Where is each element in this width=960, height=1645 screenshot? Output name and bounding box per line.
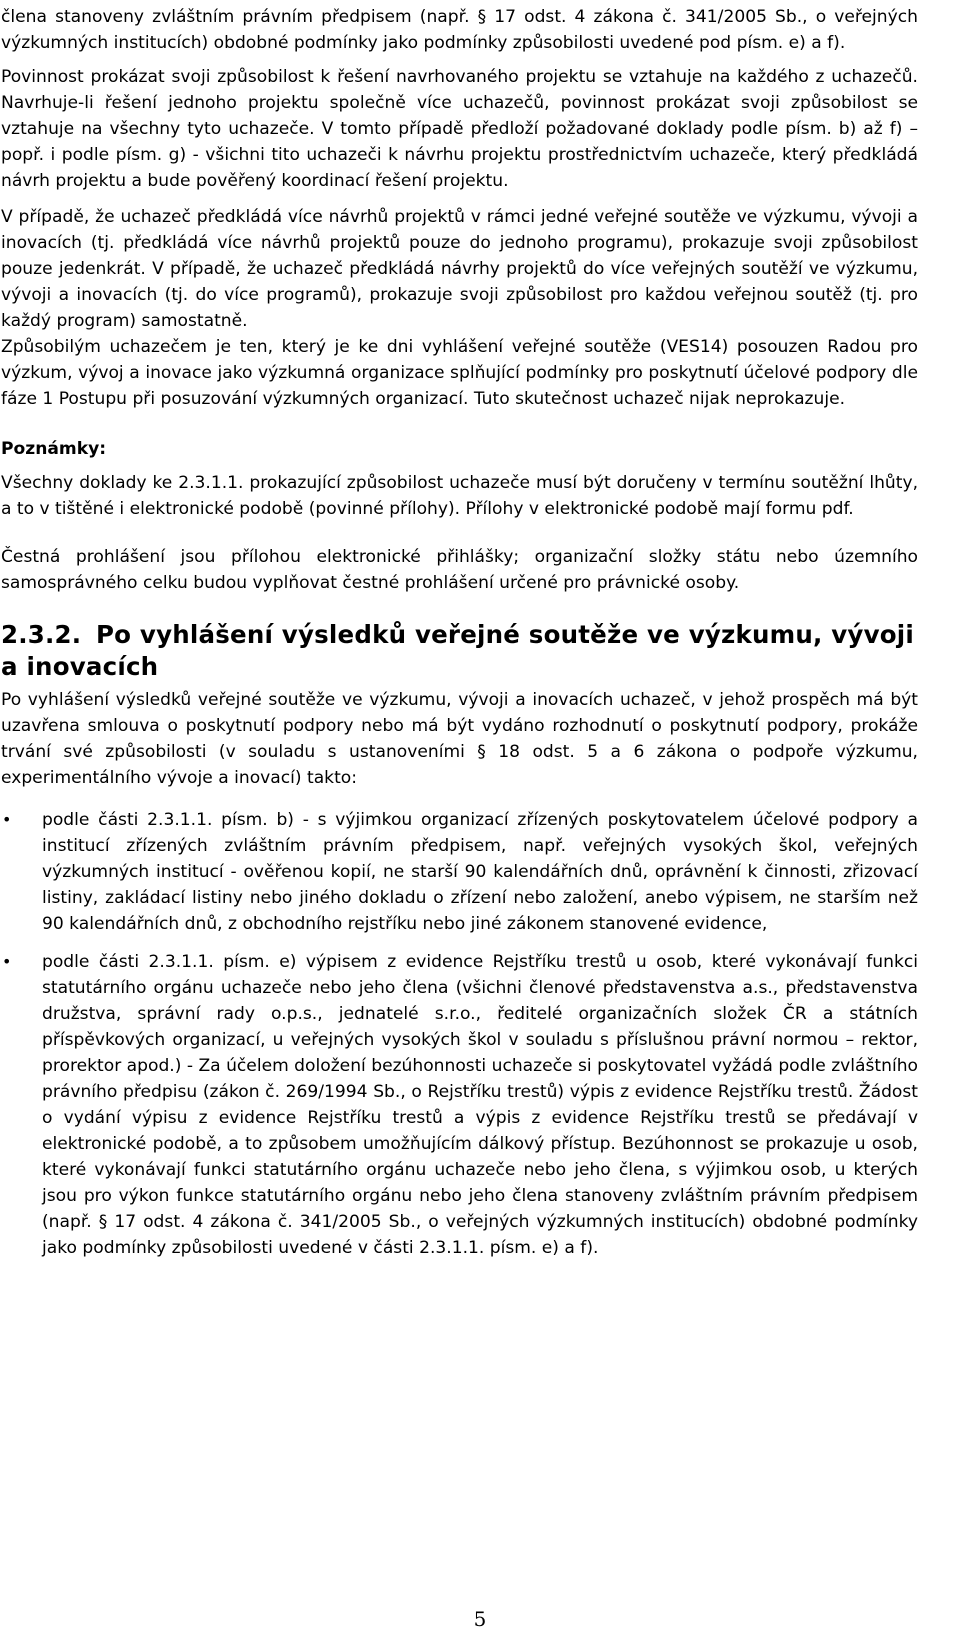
paragraph-multiple-proposals: V případě, že uchazeč předkládá více návrhů projektů v rámci jedné veřejné soutěže ve výzkumu, vývoji a inovacích (tj. předkládá více návrhů projektů pouze do jednoho programu), prokazuje svoji způsobilost pouze jedenkrát. V případě, že uchazeč předkládá návrhy projektů do více veřejných soutěží ve výzkumu, vývoji a inovacích (tj. do více programů), prokazuje svoji způsobilost pro každou veřejnou soutěž (tj. pro každý program) samostatně.: [1, 207, 918, 331]
list-item-text: podle části 2.3.1.1. písm. e) výpisem z evidence Rejstříku trestů u osob, které vykonávají funkci statutárního orgánu uchazeče nebo jeho člena (všichni členové představenstva a.s., představenstva družstva, správní rady o.p.s., jednatelé s.r.o., ředitelé organizačních složek ČR a státních příspěvkových organizací, u veřejných vysokých škol v souladu s příslušnou právní normou – rektor, prorektor apod.) - Za účelem doložení bezúhonnosti uchazeče si poskytovatel vyžádá podle zvláštního právního předpisu (zákon č. 269/1994 Sb., o Rejstříku trestů) výpis z evidence Rejstříku trestů. Žádost o vydání výpisu z evidence Rejstříku trestů a výpis z evidence Rejstříku trestů se předávají v elektronické podobě, a to způsobem umožňujícím dálkový přístup. Bezúhonnost se prokazuje u osob, které vykonávají funkci statutárního orgánu uchazeče nebo jeho člena, s výjimkou osob, u kterých jsou pro výkon funkce statutárního orgánu nebo jeho člena stanoveny zvláštním právním předpisem (např. § 17 odst. 4 zákona č. 341/2005 Sb., o veřejných výzkumných institucích) obdobné podmínky jako podmínky způsobilosti uvedené v části 2.3.1.1. písm. e) a f).: [42, 952, 918, 1258]
section-title: Po vyhlášení výsledků veřejné soutěže ve výzkumu, vývoji a inovacích: [1, 620, 915, 681]
paragraph-eligible-applicant: Způsobilým uchazečem je ten, který je ke dni vyhlášení veřejné soutěže (VES14) posouzen Radou pro výzkum, vývoj a inovace jako výzkumná organizace splňující podmínky pro poskytnutí účelové podpory dle fáze 1 Postupu při posuzování výzkumných organizací. Tuto skutečnost uchazeč nijak neprokazuje.: [1, 337, 918, 409]
paragraph-obligation: Povinnost prokázat svoji způsobilost k řešení navrhovaného projektu se vztahuje na každého z uchazečů. Navrhuje-li řešení jednoho projektu společně více uchazečů, povinnost prokázat svoji způsobilost se vztahuje na všechny tyto uchazeče. V tomto případě předloží požadované doklady podle písm. b) až f) – popř. i podle písm. g) - všichni tito uchazeči k návrhu projektu prostřednictvím uchazeče, který předkládá návrh projektu a bude pověřený koordinací řešení projektu.: [1, 67, 918, 191]
section-heading: [1, 619, 918, 683]
note-documents: Všechny doklady ke 2.3.1.1. prokazující způsobilost uchazeče musí být doručeny v termínu soutěžní lhůty, a to v tištěné i elektronické podobě (povinné přílohy). Přílohy v elektronické podobě mají formu pdf.: [1, 473, 918, 519]
section-intro: Po vyhlášení výsledků veřejné soutěže ve výzkumu, vývoji a inovacích uchazeč, v jehož prospěch má být uzavřena smlouva o poskytnutí podpory nebo má být vydáno rozhodnutí o poskytnutí podpory, prokáže trvání své způsobilosti (v souladu s ustanoveními § 18 odst. 5 a 6 zákona o podpoře výzkumu, experimentálního vývoje a inovací) takto:: [1, 690, 918, 788]
paragraph-continuation: člena stanoveny zvláštním právním předpisem (např. § 17 odst. 4 zákona č. 341/2005 Sb., o veřejných výzkumných institucích) obdobné podmínky jako podmínky způsobilosti uvedené pod písm. e) a f).: [1, 7, 918, 53]
bullet-icon: •: [2, 952, 12, 971]
notes-heading: Poznámky:: [1, 439, 107, 459]
page-number: 5: [473, 1607, 487, 1631]
list-item-text: podle části 2.3.1.1. písm. b) - s výjimkou organizací zřízených poskytovatelem účelové podpory a institucí zřízených zvláštním právním předpisem, např. veřejných vysokých škol, veřejných výzkumných institucí - ověřenou kopií, ne starší 90 kalendářních dnů, oprávnění k činnosti, zřizovací listiny, zakládací listiny nebo jiného dokladu o zřízení nebo založení, anebo výpisem, ne starším než 90 kalendářních dnů, z obchodního rejstříku nebo jiné zákonem stanovené evidence,: [42, 810, 918, 934]
requirements-list: [1, 807, 918, 1261]
list-item: [1, 807, 918, 937]
section-number: 2.3.2.: [1, 620, 82, 649]
note-declarations: Čestná prohlášení jsou přílohou elektronické přihlášky; organizační složky státu nebo územního samosprávného celku budou vyplňovat čestné prohlášení určené pro právnické osoby.: [1, 547, 918, 593]
list-item: [1, 949, 918, 1261]
bullet-icon: •: [2, 810, 12, 829]
